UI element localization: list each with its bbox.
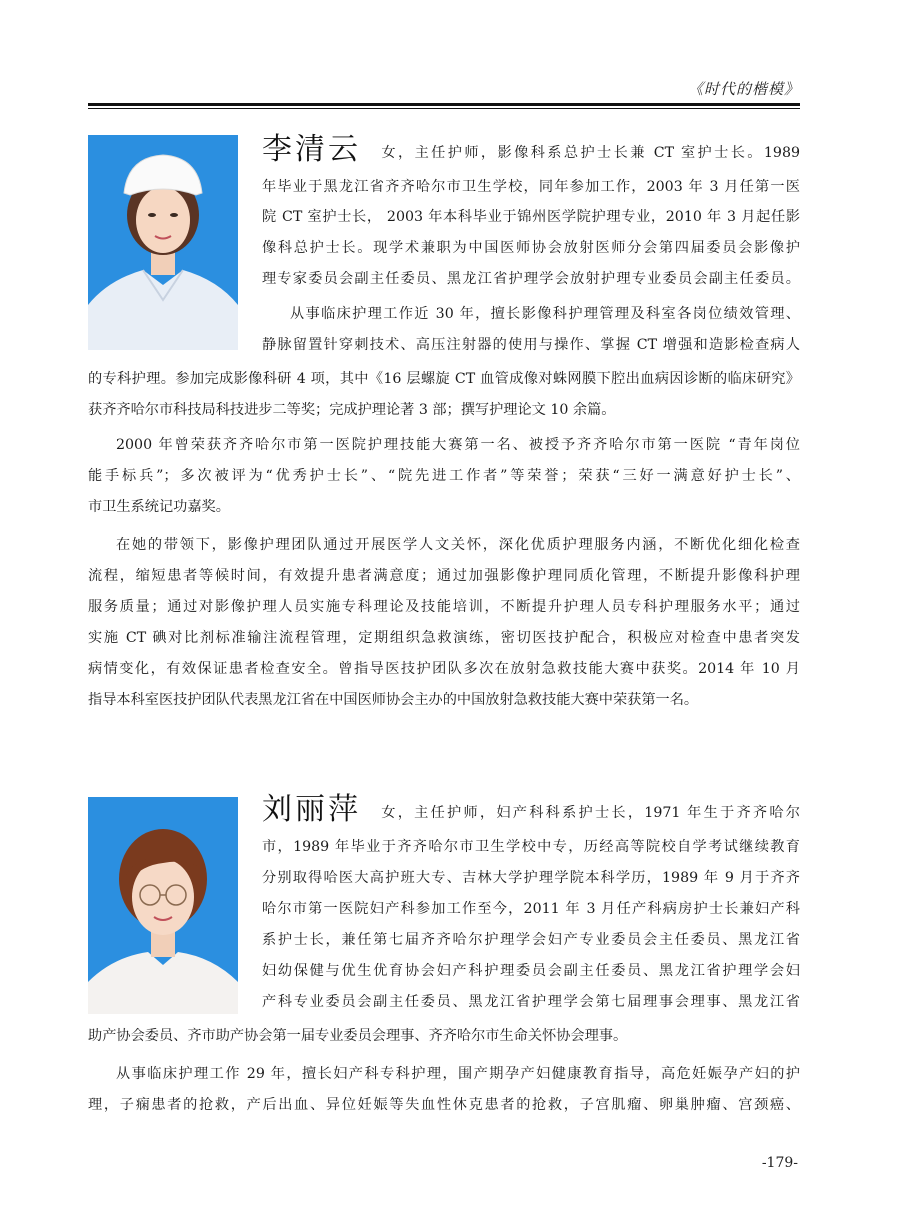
profile1-intro-line-4: 理专家委员会副主任委员、黑龙江省护理学会放射护理专业委员会副主任委员。	[262, 271, 800, 287]
profile2-intro-line-6: 产科专业委员会副主任委员、黑龙江省护理学会第七届理事会理事、黑龙江省	[262, 994, 800, 1010]
profile1-intro-line-1: 年毕业于黑龙江省齐齐哈尔市卫生学校，同年参加工作，2003 年 3 月任第一医	[262, 179, 800, 195]
profile1-p4-line-3: 服务质量；通过对影像护理人员实施专科理论及技能培训，不断提升护理人员专科护理服务水平；通过	[88, 599, 800, 615]
header-rule-thin	[88, 108, 800, 109]
profile1-p3-line-1: 2000 年曾荣获齐齐哈尔市第一医院护理技能大赛第一名、被授予齐齐哈尔市第一医院 “青年岗位	[116, 437, 800, 453]
profile2-p2-line-2: 理，子痫患者的抢救，产后出血、异位妊娠等失血性休克患者的抢救，子宫肌瘤、卵巢肿瘤、宫颈癌、	[88, 1097, 800, 1113]
profile2-intro-line-2: 分别取得哈医大高护班大专、吉林大学护理学院本科学历，1989 年 9 月于齐齐	[262, 870, 800, 886]
profile1-p4-line-6: 指导本科室医技护团队代表黑龙江省在中国医师协会主办的中国放射急救技能大赛中荣获第一名。	[88, 692, 699, 708]
profile1-p4-line-1: 在她的带领下，影像护理团队通过开展医学人文关怀，深化优质护理服务内涵，不断优化细化检查	[116, 537, 800, 553]
profile1-name: 李清云	[262, 132, 361, 167]
portrait-illustration	[88, 797, 238, 1014]
header-rule-thick	[88, 103, 800, 106]
profile2-intro-line-5: 妇幼保健与优生优育协会妇产科护理委员会副主任委员、黑龙江省护理学会妇	[262, 963, 800, 979]
portrait-photo-li-qingyun	[88, 135, 238, 350]
portrait-illustration	[88, 135, 238, 350]
page-number: -179-	[761, 1155, 798, 1171]
profile1-p3-line-2: 能手标兵”；多次被评为“优秀护士长”、“院先进工作者”等荣誉；荣获“三好一满意好护士长”、	[88, 468, 800, 484]
profile2-intro-first-line	[262, 792, 800, 829]
profile2-intro-line-7: 助产协会委员、齐市助产协会第一届专业委员会理事、齐齐哈尔市生命关怀协会理事。	[88, 1028, 628, 1044]
profile2-name: 刘丽萍	[262, 792, 361, 827]
profile2-intro-line-3: 哈尔市第一医院妇产科参加工作至今，2011 年 3 月任产科病房护士长兼妇产科	[262, 901, 800, 917]
portrait-photo-liu-liping	[88, 797, 238, 1014]
profile1-p2-line-1: 从事临床护理工作近 30 年，擅长影像科护理管理及科室各岗位绩效管理、	[290, 306, 800, 322]
profile1-p2-line-4: 获齐齐哈尔市科技局科技进步二等奖；完成护理论著 3 部；撰写护理论文 10 余篇。	[88, 402, 616, 418]
profile1-intro-line-2: 院 CT 室护士长， 2003 年本科毕业于锦州医学院护理专业，2010 年 3 月起任影	[262, 209, 800, 225]
profile2-first-line: 女，主任护师，妇产科科系护士长，1971 年生于齐齐哈尔	[379, 805, 800, 821]
profile2-intro-line-1: 市，1989 年毕业于齐齐哈尔市卫生学校中专，历经高等院校自学考试继续教育	[262, 839, 800, 855]
profile1-p4-line-2: 流程，缩短患者等候时间，有效提升患者满意度；通过加强影像护理同质化管理，不断提升影像科护理	[88, 568, 800, 584]
profile1-p4-line-4: 实施 CT 碘对比剂标准输注流程管理，定期组织急救演练，密切医技护配合，积极应对检查中患者突发	[88, 630, 800, 646]
profile1-p3-line-3: 市卫生系统记功嘉奖。	[88, 499, 230, 515]
profile1-p4-line-5: 病情变化，有效保证患者检查安全。曾指导医技护团队多次在放射急救技能大赛中获奖。2014 年 10 月	[88, 661, 800, 677]
running-header-title: 《时代的楷模》	[687, 80, 800, 98]
profile1-intro-first-line	[262, 132, 800, 169]
profile1-p2-line-3: 的专科护理。参加完成影像科研 4 项，其中《16 层螺旋 CT 血管成像对蛛网膜下腔出血病因诊断的临床研究》	[88, 371, 800, 387]
profile1-first-line: 女，主任护师，影像科系总护士长兼 CT 室护士长。1989	[379, 145, 800, 161]
profile2-p2-line-1: 从事临床护理工作 29 年，擅长妇产科专科护理，围产期孕产妇健康教育指导，高危妊娠孕产妇的护	[116, 1066, 800, 1082]
profile1-p2-line-2: 静脉留置针穿刺技术、高压注射器的使用与操作、掌握 CT 增强和造影检查病人	[262, 337, 800, 353]
profile1-intro-line-3: 像科总护士长。现学术兼职为中国医师协会放射医师分会第四届委员会影像护	[262, 240, 800, 256]
profile2-intro-line-4: 系护士长，兼任第七届齐齐哈尔护理学会妇产专业委员会主任委员、黑龙江省	[262, 932, 800, 948]
